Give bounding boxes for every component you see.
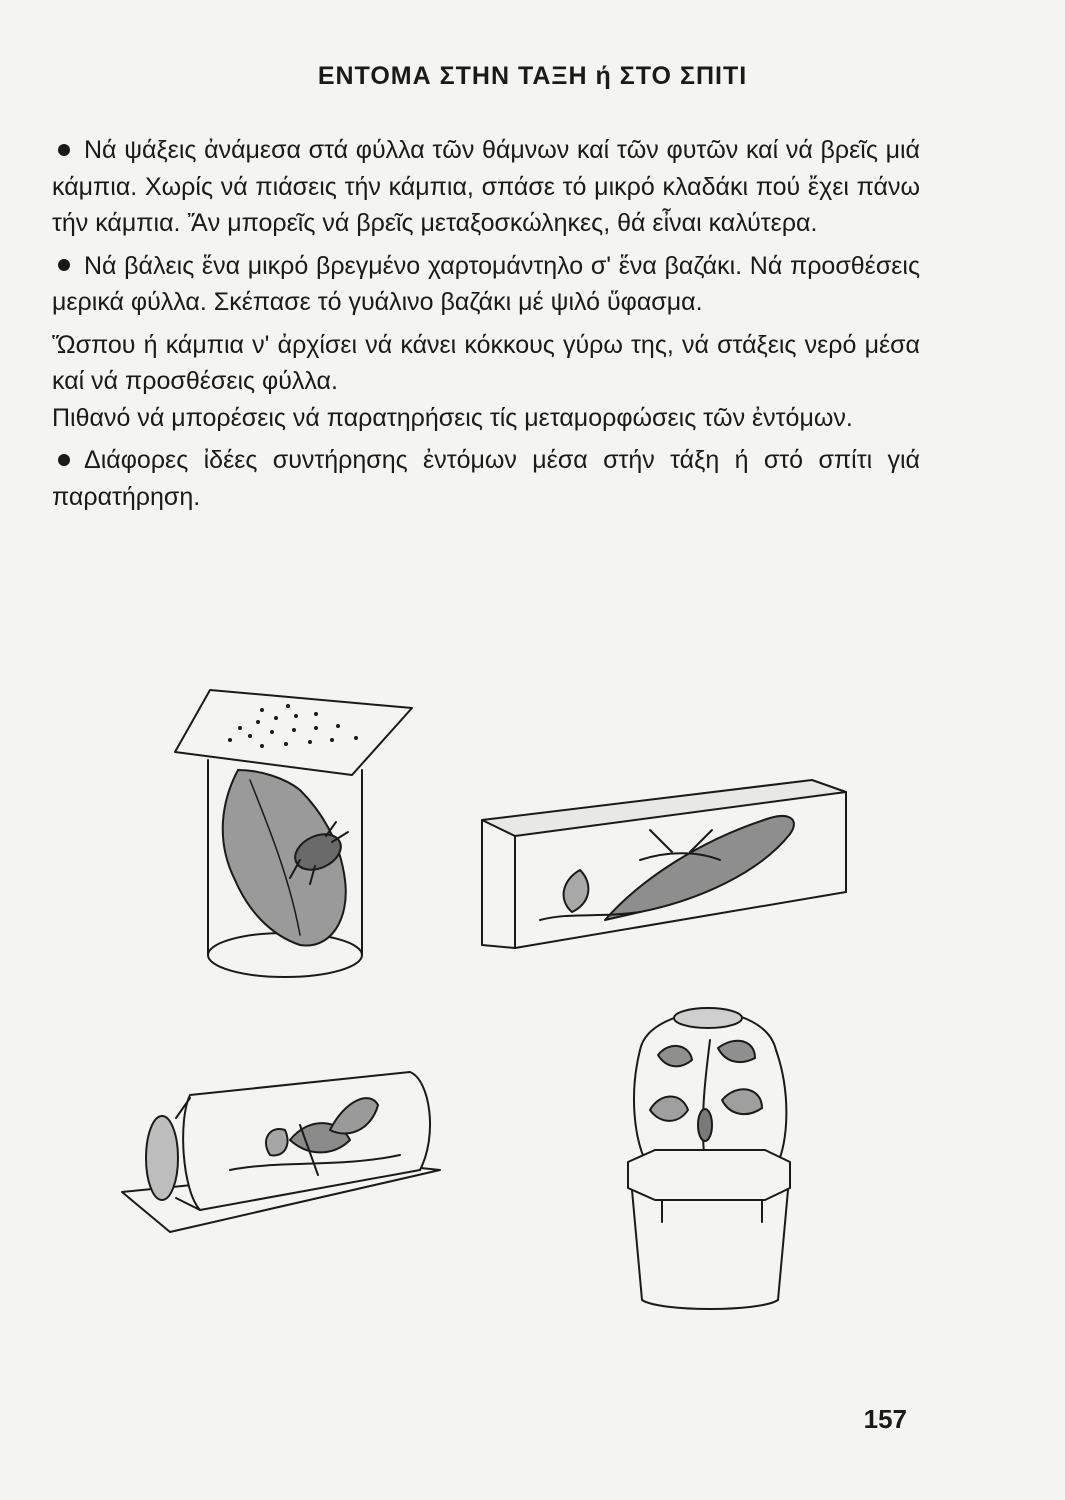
bell-jar-illustration — [628, 1008, 790, 1309]
side-jar-illustration — [122, 1072, 440, 1232]
paragraph-2-text: Νά βάλεις ἕνα μικρό βρεγμένο χαρτομάντηλο σ' ἕνα βαζάκι. Νά προσθέσεις μερικά φύλλα. Σκέπασε τό γυάλινο βαζάκι μέ ψιλό ὕφασμα. — [52, 251, 920, 316]
paragraph-5-text: Διάφορες ἰδέες συντήρησης ἐντόμων μέσα στήν τάξη ή στό σπίτι γιά παρατήρηση. — [52, 446, 920, 511]
page-title: ΕΝΤΟΜΑ ΣΤΗΝ ΤΑΞΗ ή ΣΤΟ ΣΠΙΤΙ — [317, 62, 748, 90]
paragraph-3-text: Ὥσπου ή κάμπια ν' ἀρχίσει νά κάνει κόκκους γύρω της, νά στάξεις νερό μέσα καί νά προσθέσεις φύλλα. — [52, 330, 920, 395]
page-number: 157 — [863, 1404, 907, 1434]
box-container-illustration — [482, 780, 846, 948]
paragraph-4-text: Πιθανό νά μπορέσεις νά παρατηρήσεις τίς μεταμορφώσεις τῶν ἐντόμων. — [52, 403, 853, 432]
upright-jar-illustration — [175, 690, 412, 977]
paragraph-1-text: Νά ψάξεις ἀνάμεσα στά φύλλα τῶν θάμνων καί τῶν φυτῶν καί νά βρεῖς μιά κάμπια. Χωρίς νά πιάσεις τήν κάμπια, σπάσε τό μικρό κλαδάκι πού ἔχει πάνω τήν κάμπια. Ἄν μπορεῖς νά βρεῖς μεταξοσκώληκες, θά εἶναι καλύτερα. — [52, 136, 920, 237]
